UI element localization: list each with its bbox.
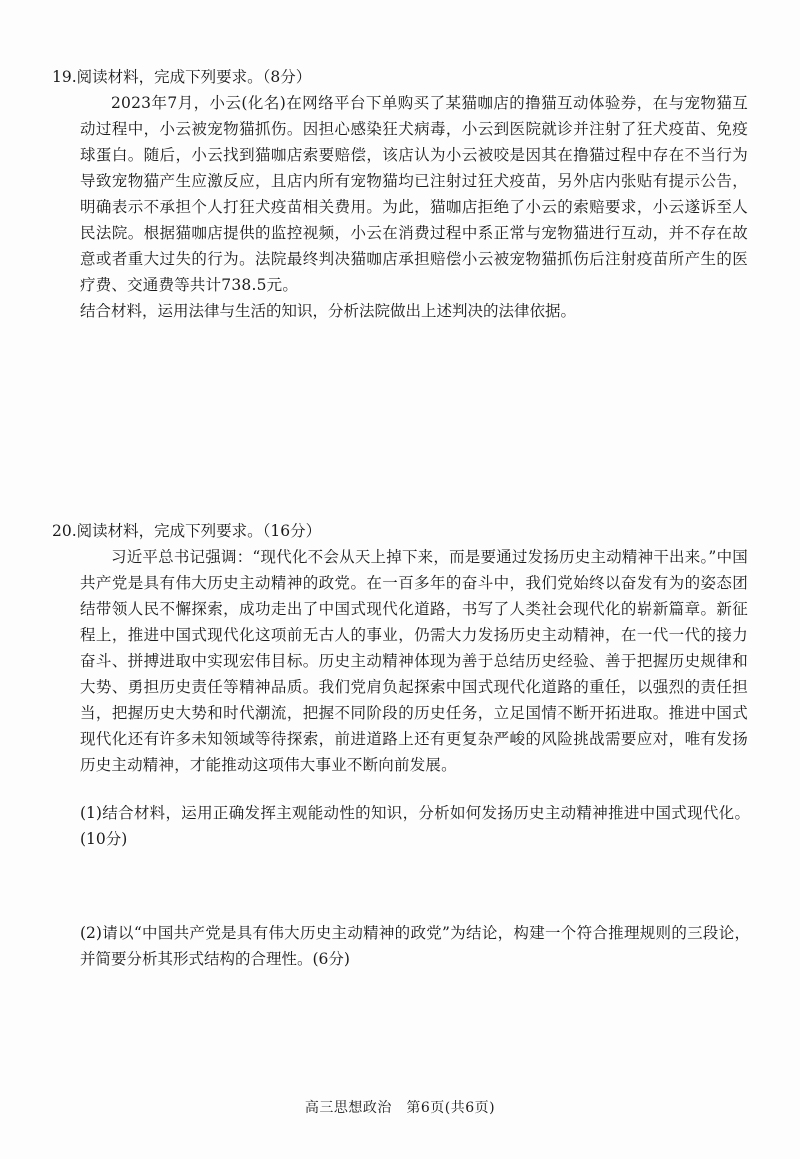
question-20-task-2: (2)请以“中国共产党是具有伟大历史主动精神的政党”为结论，构建一个符合推理规则的三段论，并简要分析其形式结构的合理性。(6分) xyxy=(80,924,750,968)
question-19-passage xyxy=(80,90,748,298)
page-footer: 高三思想政治 第6页(共6页) xyxy=(304,1100,496,1116)
question-20-task-1: (1)结合材料，运用正确发挥主观能动性的知识，分析如何发扬历史主动精神推进中国式现代化。(10分) xyxy=(80,804,750,848)
question-20-header: 20.阅读材料，完成下列要求。（16分） xyxy=(52,522,322,540)
question-19-task: 结合材料，运用法律与生活的知识，分析法院做出上述判决的法律依据。 xyxy=(80,302,577,320)
question-20-passage xyxy=(80,544,748,778)
question-19-passage-text: 2023年7月，小云(化名)在网络平台下单购买了某猫咖店的撸猫互动体验券，在与宠物猫互动过程中，小云被宠物猫抓伤。因担心感染狂犬病毒，小云到医院就诊并注射了狂犬疫苗、免疫球蛋白。随后，小云找到猫咖店索要赔偿，该店认为小云被咬是因其在撸猫过程中存在不当行为导致宠物猫产生应激反应，且店内所有宠物猫均已注射过狂犬疫苗，另外店内张贴有提示公告，明确表示不承担个人打狂犬疫苗相关费用。为此，猫咖店拒绝了小云的索赔要求，小云遂诉至人民法院。根据猫咖店提供的监控视频，小云在消费过程中系正常与宠物猫进行互动，并不存在故意或者重大过失的行为。法院最终判决猫咖店承担赔偿小云被宠物猫抓伤后注射疫苗所产生的医疗费、交通费等共计738.5元。 xyxy=(80,94,748,294)
question-19-header: 19.阅读材料，完成下列要求。（8分） xyxy=(52,68,312,86)
question-20-passage-text: 习近平总书记强调：“现代化不会从天上掉下来，而是要通过发扬历史主动精神干出来。”中国共产党是具有伟大历史主动精神的政党。在一百多年的奋斗中，我们党始终以奋发有为的姿态团结带领人民不懈探索，成功走出了中国式现代化道路，书写了人类社会现代化的崭新篇章。新征程上，推进中国式现代化这项前无古人的事业，仍需大力发扬历史主动精神，在一代一代的接力奋斗、拼搏进取中实现宏伟目标。历史主动精神体现为善于总结历史经验、善于把握历史规律和大势、勇担历史责任等精神品质。我们党肩负起探索中国式现代化道路的重任，以强烈的责任担当，把握历史大势和时代潮流，把握不同阶段的历史任务，立足国情不断开拓进取。推进中国式现代化还有许多未知领域等待探索，前进道路上还有更复杂严峻的风险挑战需要应对，唯有发扬历史主动精神，才能推动这项伟大事业不断向前发展。 xyxy=(80,548,748,774)
